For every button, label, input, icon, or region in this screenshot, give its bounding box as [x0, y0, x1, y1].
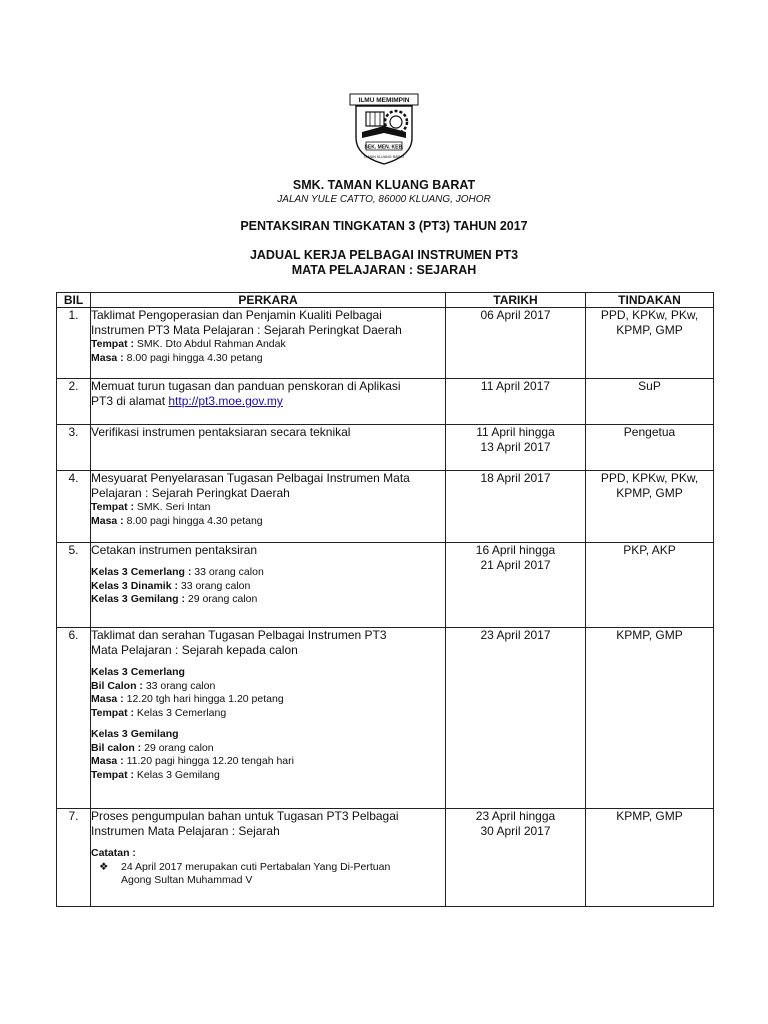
tarikh-line: 13 April 2017	[480, 440, 551, 454]
row-tindakan: KPMP, GMP	[586, 628, 714, 809]
row-tindakan	[586, 471, 714, 543]
tindakan-line: KPMP, GMP	[616, 486, 683, 500]
header-perkara: PERKARA	[91, 293, 446, 308]
row-perkara	[91, 628, 446, 809]
row-perkara	[91, 543, 446, 628]
calon-value: 29 orang calon	[141, 741, 214, 754]
catatan-text	[121, 861, 390, 888]
masa-label: Masa :	[91, 351, 124, 364]
header-tarikh: TARIKH	[446, 293, 586, 308]
row-perkara	[91, 809, 446, 907]
assessment-title: PENTAKSIRAN TINGKATAN 3 (PT3) TAHUN 2017	[240, 219, 528, 233]
tempat-label: Tempat :	[91, 706, 134, 719]
tempat-value: Kelas 3 Gemilang	[133, 768, 220, 781]
diamond-bullet-icon: ❖	[99, 860, 109, 873]
perkara-line: Mesyuarat Penyelarasan Tugasan Pelbagai Instrumen Mata	[91, 471, 410, 485]
calon-detail	[91, 680, 445, 694]
tempat-detail	[91, 501, 445, 515]
catatan-line: Agong Sultan Muhammad V	[121, 874, 253, 886]
masa-value: 12.20 tgh hari hingga 1.20 petang	[123, 693, 284, 705]
tempat-value: Kelas 3 Cemerlang	[133, 706, 227, 719]
perkara-line: Mata Pelajaran : Sejarah kepada calon	[91, 643, 298, 657]
tempat-label: Tempat :	[91, 501, 134, 513]
kelas-label: Kelas 3 Cemerlang :	[91, 566, 192, 578]
header-tindakan: TINDAKAN	[586, 293, 714, 308]
catatan-line: 24 April 2017 merupakan cuti Pertabalan Yang Di-Pertuan	[121, 860, 391, 873]
tempat-label: Tempat :	[91, 338, 134, 350]
masa-value: 8.00 pagi hingga 4.30 petang	[123, 514, 263, 527]
kelas-detail	[91, 566, 445, 580]
masa-label: Masa :	[91, 514, 124, 527]
tempat-detail	[91, 338, 445, 352]
row-tarikh: 18 April 2017	[446, 471, 586, 543]
logo-school-type: SEK. MEN. KEB.	[364, 144, 404, 151]
masa-detail	[91, 515, 445, 529]
logo-motto: ILMU MEMIMPIN	[358, 97, 410, 104]
masa-value: 11.20 pagi hingga 12.20 tengah hari	[123, 755, 294, 767]
table-row	[57, 379, 714, 425]
tempat-label: Tempat :	[91, 768, 134, 781]
row-number: 2.	[57, 379, 91, 425]
row-tindakan: Pengetua	[586, 425, 714, 471]
kelas-value: 29 orang calon	[184, 593, 258, 605]
calon-label: Bil Calon :	[91, 679, 143, 692]
tarikh-line: 23 April hingga	[475, 809, 556, 823]
row-tindakan: SuP	[586, 379, 714, 425]
row-tarikh	[446, 543, 586, 628]
tindakan-line: PPD, KPKw, PKw,	[600, 471, 699, 485]
school-address: JALAN YULE CATTO, 86000 KLUANG, JOHOR	[277, 194, 491, 205]
table-row	[57, 425, 714, 471]
row-number: 3.	[57, 425, 91, 471]
kelas-label: Kelas 3 Gemilang :	[91, 593, 185, 605]
row-tarikh	[446, 425, 586, 471]
table-row	[57, 471, 714, 543]
tindakan-line: KPMP, GMP	[616, 323, 683, 337]
table-row	[57, 543, 714, 628]
row-number: 7.	[57, 809, 91, 907]
perkara-line: Cetakan instrumen pentaksiran	[91, 543, 258, 557]
header-bil: BIL	[57, 293, 91, 308]
row-tindakan: PKP, AKP	[586, 543, 714, 628]
row-number: 1.	[57, 308, 91, 379]
kelas-detail	[91, 580, 445, 594]
row-tarikh	[446, 809, 586, 907]
perkara-line: Instrumen Mata Pelajaran : Sejarah	[91, 824, 280, 838]
perkara-line: Instrumen PT3 Mata Pelajaran : Sejarah Peringkat Daerah	[91, 323, 402, 337]
table-header-row	[57, 293, 714, 308]
perkara-line: Taklimat Pengoperasian dan Penjamin Kualiti Pelbagai	[91, 308, 382, 322]
group-title	[91, 666, 445, 680]
tempat-detail	[91, 707, 445, 721]
row-number: 6.	[57, 628, 91, 809]
row-perkara	[91, 379, 446, 425]
kelas-value: 33 orang calon	[191, 566, 264, 578]
kelas-label: Kelas 3 Dinamik :	[91, 579, 178, 592]
schedule-title: JADUAL KERJA PELBAGAI INSTRUMEN PT3	[249, 248, 519, 262]
row-tindakan	[586, 308, 714, 379]
row-perkara	[91, 471, 446, 543]
row-tindakan: KPMP, GMP	[586, 809, 714, 907]
perkara-line: Verifikasi instrumen pentaksiaran secara teknikal	[91, 425, 351, 439]
masa-label: Masa :	[91, 755, 124, 767]
perkara-prefix: PT3 di alamat	[91, 394, 169, 408]
table-row	[57, 809, 714, 907]
masa-value: 8.00 pagi hingga 4.30 petang	[123, 351, 263, 364]
perkara-line: Pelajaran : Sejarah Peringkat Daerah	[91, 486, 290, 500]
subject-title: MATA PELAJARAN : SEJARAH	[291, 263, 477, 277]
logo-school-arc: TAMAN KLUANG BARAT	[363, 155, 405, 159]
row-number: 5.	[57, 543, 91, 628]
tindakan-line: PPD, KPKw, PKw,	[600, 308, 699, 322]
tarikh-line: 21 April 2017	[480, 558, 551, 572]
catatan-item	[91, 861, 445, 888]
table-row	[57, 628, 714, 809]
row-tarikh: 23 April 2017	[446, 628, 586, 809]
calon-detail	[91, 742, 445, 756]
calon-value: 33 orang calon	[142, 679, 216, 692]
row-perkara	[91, 308, 446, 379]
masa-detail	[91, 755, 445, 769]
perkara-line: Memuat turun tugasan dan panduan penskoran di Aplikasi	[91, 379, 401, 393]
school-logo	[346, 92, 422, 170]
row-tarikh: 11 April 2017	[446, 379, 586, 425]
tempat-detail	[91, 769, 445, 783]
row-number: 4.	[57, 471, 91, 543]
tarikh-line: 30 April 2017	[480, 824, 551, 838]
calon-label: Bil calon :	[91, 741, 142, 754]
tempat-value: SMK. Seri Intan	[133, 501, 211, 513]
pt3-portal-link[interactable]: http://pt3.moe.gov.my	[168, 394, 283, 408]
kelas-detail	[91, 593, 445, 607]
row-perkara	[91, 425, 446, 471]
schedule-table	[56, 292, 714, 907]
masa-label: Masa :	[91, 693, 124, 705]
row-tarikh: 06 April 2017	[446, 308, 586, 379]
school-name: SMK. TAMAN KLUANG BARAT	[292, 178, 476, 192]
catatan-label-text: Catatan :	[91, 847, 136, 859]
table-row	[57, 308, 714, 379]
masa-detail	[91, 352, 445, 366]
group-title-text: Kelas 3 Gemilang	[91, 728, 179, 740]
group-title-text: Kelas 3 Cemerlang	[91, 666, 185, 678]
tarikh-line: 11 April hingga	[476, 425, 555, 439]
tempat-value: SMK. Dto Abdul Rahman Andak	[133, 338, 286, 350]
perkara-line: Taklimat dan serahan Tugasan Pelbagai Instrumen PT3	[91, 628, 387, 642]
kelas-value: 33 orang calon	[177, 579, 251, 592]
masa-detail	[91, 693, 445, 707]
perkara-line: Proses pengumpulan bahan untuk Tugasan PT3 Pelbagai	[91, 809, 399, 823]
perkara-line	[91, 394, 445, 409]
tarikh-line: 16 April hingga	[475, 543, 556, 557]
catatan-label	[91, 847, 445, 861]
group-title	[91, 728, 445, 742]
